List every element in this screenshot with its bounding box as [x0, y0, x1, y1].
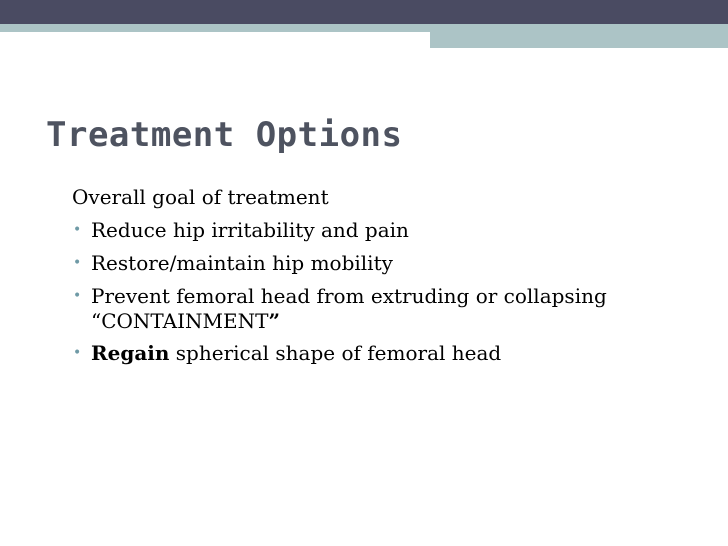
bullet-text: Prevent femoral head from extruding or collapsing — [91, 284, 607, 308]
header-band-light — [0, 24, 728, 32]
slide-title: Treatment Options — [46, 115, 403, 155]
bullet-text: Reduce hip irritability and pain — [91, 218, 409, 242]
bullet-item — [72, 247, 712, 280]
containment-text: “CONTAINMENT — [91, 309, 269, 333]
bullet-list — [72, 214, 712, 370]
slide-body — [72, 181, 712, 370]
header-band-tab — [430, 32, 728, 48]
bullet-text: Restore/maintain hip mobility — [91, 251, 393, 275]
bullet-item — [72, 337, 712, 370]
bullet-text: spherical shape of femoral head — [169, 341, 502, 365]
bullet-item — [72, 280, 712, 333]
bullet-icon: • — [73, 345, 82, 361]
bullet-icon: • — [73, 288, 82, 304]
bullet-continuation — [91, 309, 712, 333]
bullet-icon: • — [73, 255, 82, 271]
bullet-item — [72, 214, 712, 247]
bullet-bold-word: Regain — [91, 341, 170, 365]
intro-text: Overall goal of treatment — [72, 185, 329, 209]
closing-quote: ” — [268, 309, 280, 333]
bullet-icon: • — [73, 222, 82, 238]
header-band-dark — [0, 0, 728, 24]
